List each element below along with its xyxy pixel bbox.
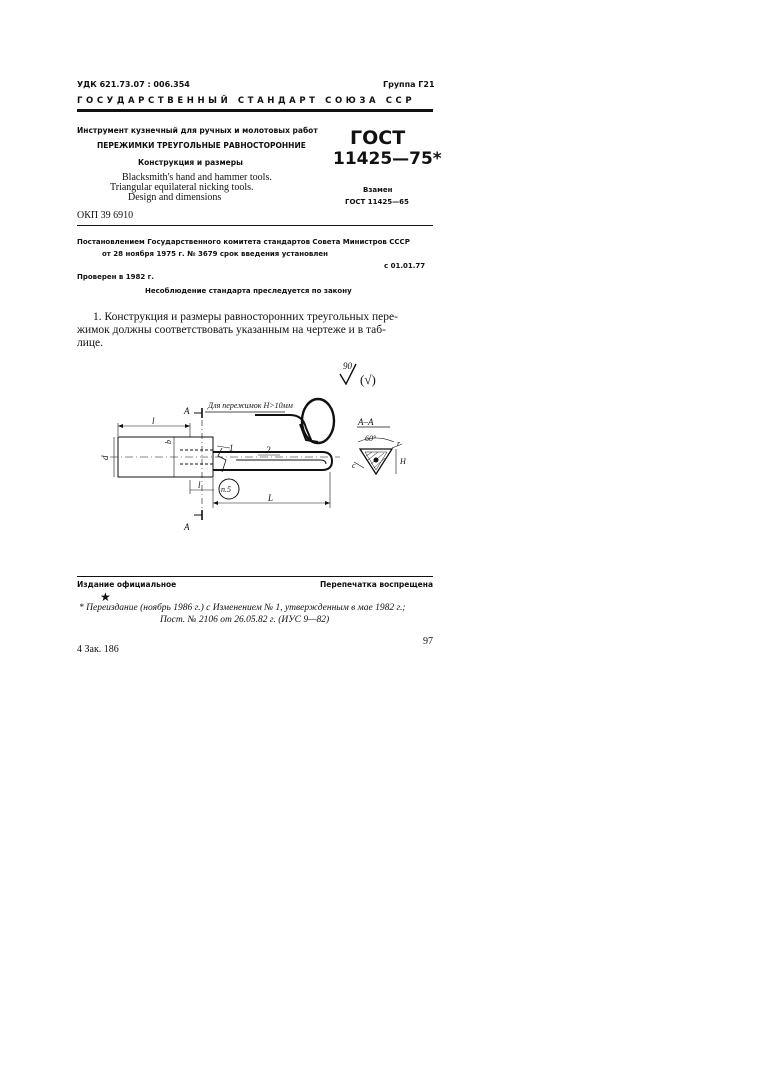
title-en-line1: Blacksmith's hand and hammer tools. bbox=[122, 172, 272, 183]
dim-r-label: r bbox=[397, 439, 401, 448]
roughness-value: 90 bbox=[343, 361, 352, 371]
legal-notice: Несоблюдение стандарта преследуется по закону bbox=[145, 287, 352, 295]
replaces-label: Взамен bbox=[363, 186, 393, 194]
title-en-line3: Design and dimensions bbox=[128, 192, 222, 203]
leader-1-label: 1 bbox=[229, 443, 234, 453]
dim-l-label: l bbox=[152, 416, 155, 426]
section-center-dot bbox=[374, 458, 379, 463]
drawing-note: Для пережимок H>10мм bbox=[208, 401, 293, 410]
gost-number: 11425—75* bbox=[333, 149, 442, 169]
state-standard-heading: ГОСУДАРСТВЕННЫЙ СТАНДАРТ СОЮЗА ССР bbox=[77, 96, 416, 106]
title-en-line2: Triangular equilateral nicking tools. bbox=[110, 182, 254, 193]
leader-2-label: 2 bbox=[266, 445, 271, 455]
reissue-line2: Пост. № 2106 от 26.05.82 г. (ИУС 9—82) bbox=[160, 615, 330, 625]
section-title: А–А bbox=[358, 417, 374, 427]
dim-L-label: L bbox=[268, 493, 274, 503]
footer-rule bbox=[77, 576, 433, 577]
loop-ring bbox=[302, 399, 334, 443]
hatch-1 bbox=[366, 452, 372, 456]
dim-l-small-label: l bbox=[198, 480, 201, 490]
body-line1: 1. Конструкция и размеры равносторонних треугольных пере- bbox=[93, 311, 398, 323]
dim-h-label: H bbox=[400, 457, 406, 466]
group-code: Группа Г21 bbox=[383, 80, 435, 89]
star-mark: ★ bbox=[100, 590, 111, 604]
decree-date: с 01.01.77 bbox=[384, 262, 426, 270]
body-line3: лице. bbox=[77, 337, 104, 349]
dim-d-label: d bbox=[100, 455, 110, 460]
section-label-bottom: A bbox=[184, 522, 190, 532]
decree-line1: Постановлением Государственного комитета стандартов Совета Министров СССР bbox=[77, 238, 410, 246]
official-edition: Издание официальное bbox=[77, 580, 177, 589]
gost-label: ГОСТ bbox=[350, 127, 406, 149]
title-ru-line2: ПЕРЕЖИМКИ ТРЕУГОЛЬНЫЕ РАВНОСТОРОННИЕ bbox=[97, 141, 306, 150]
title-ru-line1: Инструмент кузнечный для ручных и молотовых работ bbox=[77, 126, 318, 135]
order-number: 4 Зак. 186 bbox=[77, 644, 119, 655]
okp-code: ОКП 39 6910 bbox=[77, 210, 134, 221]
reissue-line1: * Переиздание (ноябрь 1986 г.) с Изменением № 1, утвержденным в мае 1982 г.; bbox=[79, 603, 406, 613]
page-number: 97 bbox=[423, 636, 433, 647]
title-ru-line3: Конструкция и размеры bbox=[138, 158, 243, 167]
replaces-value: ГОСТ 11425—65 bbox=[345, 198, 409, 206]
arrow-l-left bbox=[118, 424, 123, 428]
arrow-L-right bbox=[325, 501, 330, 505]
roughness-paren: (√) bbox=[360, 372, 376, 387]
body-line2: жимок должны соответствовать указанным на чертеже и в таб- bbox=[77, 324, 386, 336]
arrow-l-right bbox=[185, 424, 190, 428]
detail-circle-label: п.5 bbox=[221, 485, 231, 494]
wire-rod-inner bbox=[236, 460, 326, 464]
decree-line2: от 28 ноября 1975 г. № 3679 срок введения установлен bbox=[102, 250, 329, 258]
dim-c-label: c bbox=[352, 461, 356, 470]
dim-b-label: b bbox=[164, 440, 173, 444]
udk-code: УДК 621.73.07 : 006.354 bbox=[77, 80, 190, 89]
angle-label: 60° bbox=[365, 434, 377, 443]
section-label-top: A bbox=[184, 406, 190, 416]
arrow-L-left bbox=[213, 501, 218, 505]
reprint-prohibited: Перепечатка воспрещена bbox=[320, 580, 434, 589]
checked-year: Проверен в 1982 г. bbox=[77, 273, 154, 281]
